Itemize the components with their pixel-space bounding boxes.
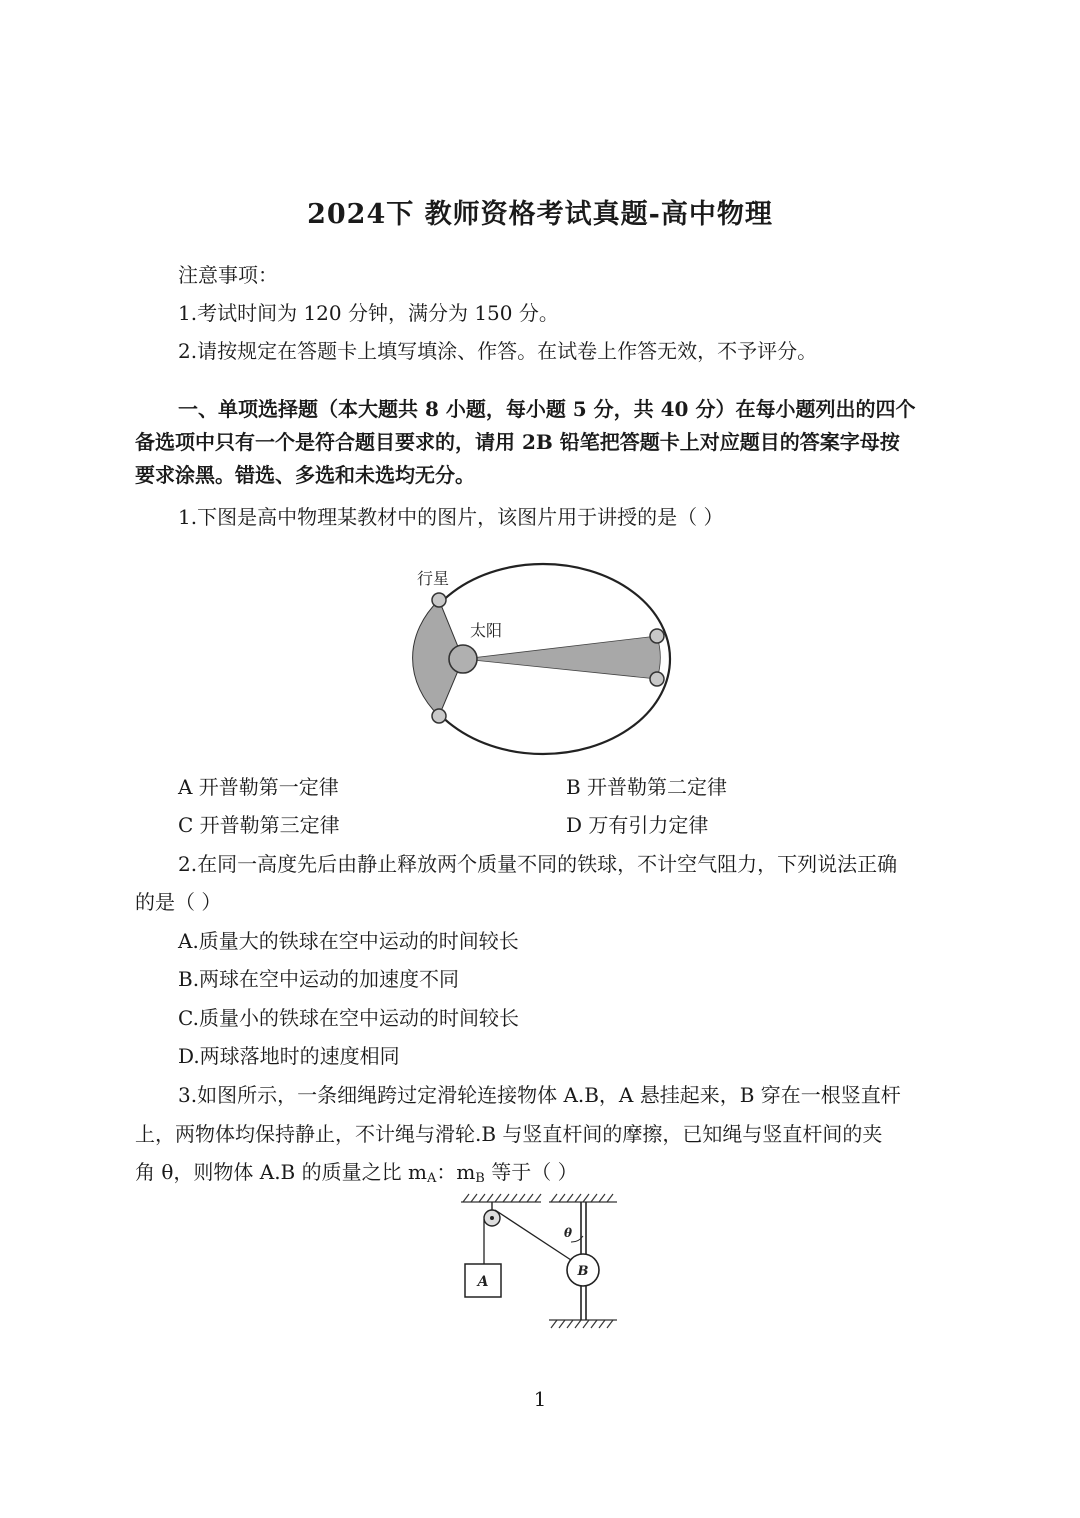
kepler-orbit-figure	[405, 560, 680, 760]
pulley-figure	[455, 1192, 630, 1337]
ceiling-left	[461, 1194, 541, 1202]
rope-to-b	[495, 1210, 574, 1262]
notice-item-1: 1.考试时间为 120 分钟，满分为 150 分。	[178, 301, 559, 325]
q2-stem-line-2: 的是（ ）	[135, 890, 222, 914]
q2-option-b: B.两球在空中运动的加速度不同	[178, 967, 460, 991]
q2-option-a: A.质量大的铁球在空中运动的时间较长	[178, 929, 519, 953]
sun-icon	[449, 645, 477, 673]
q1-option-b: B 开普勒第二定律	[566, 775, 728, 799]
page-title: 2024下 教师资格考试真题-高中物理	[307, 199, 773, 230]
planet-icon	[650, 629, 664, 643]
section1-line-3: 要求涂黑。错选、多选和未选均无分。	[135, 463, 475, 487]
q1-option-a: A 开普勒第一定律	[178, 775, 339, 799]
floor	[549, 1320, 617, 1328]
block-a-label: A	[477, 1274, 489, 1290]
section1-line-2: 备选项中只有一个是符合题目要求的，请用 2B 铅笔把答题卡上对应题目的答案字母按	[135, 430, 900, 454]
planet-icon	[432, 709, 446, 723]
planet-icon	[432, 593, 446, 607]
sun-label: 太阳	[470, 621, 503, 640]
q3-stem-line-2: 上，两物体均保持静止，不计绳与滑轮.B 与竖直杆间的摩擦，已知绳与竖直杆间的夹	[135, 1122, 883, 1146]
q2-stem-line-1: 2.在同一高度先后由静止释放两个质量不同的铁球，不计空气阻力，下列说法正确	[178, 852, 898, 876]
ring-b-label: B	[577, 1264, 589, 1279]
section1-line-1: 一、单项选择题（本大题共 8 小题，每小题 5 分，共 40 分）在每小题列出的四个	[178, 397, 916, 421]
q1-option-c: C 开普勒第三定律	[178, 813, 340, 837]
swept-area-right	[463, 636, 660, 679]
pulley-axle	[490, 1216, 494, 1220]
page-number: 1	[533, 1387, 547, 1411]
notice-heading: 注意事项：	[178, 263, 278, 287]
q2-option-d: D.两球落地时的速度相同	[178, 1044, 400, 1068]
q1-option-d: D 万有引力定律	[566, 813, 709, 837]
ceiling-right	[549, 1194, 617, 1202]
q3-stem-line-3: 角 θ，则物体 A.B 的质量之比 $m_A$：$m_B$ 等于（ ）	[135, 1160, 578, 1186]
planet-icon	[650, 672, 664, 686]
planet-label: 行星	[417, 569, 450, 588]
q2-option-c: C.质量小的铁球在空中运动的时间较长	[178, 1006, 519, 1030]
notice-item-2: 2.请按规定在答题卡上填写填涂、作答。在试卷上作答无效，不予评分。	[178, 339, 818, 363]
theta-label: θ	[564, 1226, 573, 1240]
q1-stem: 1.下图是高中物理某教材中的图片，该图片用于讲授的是（ ）	[178, 505, 724, 529]
q3-stem-line-1: 3.如图所示，一条细绳跨过定滑轮连接物体 A.B，A 悬挂起来，B 穿在一根竖直杆	[178, 1083, 901, 1107]
